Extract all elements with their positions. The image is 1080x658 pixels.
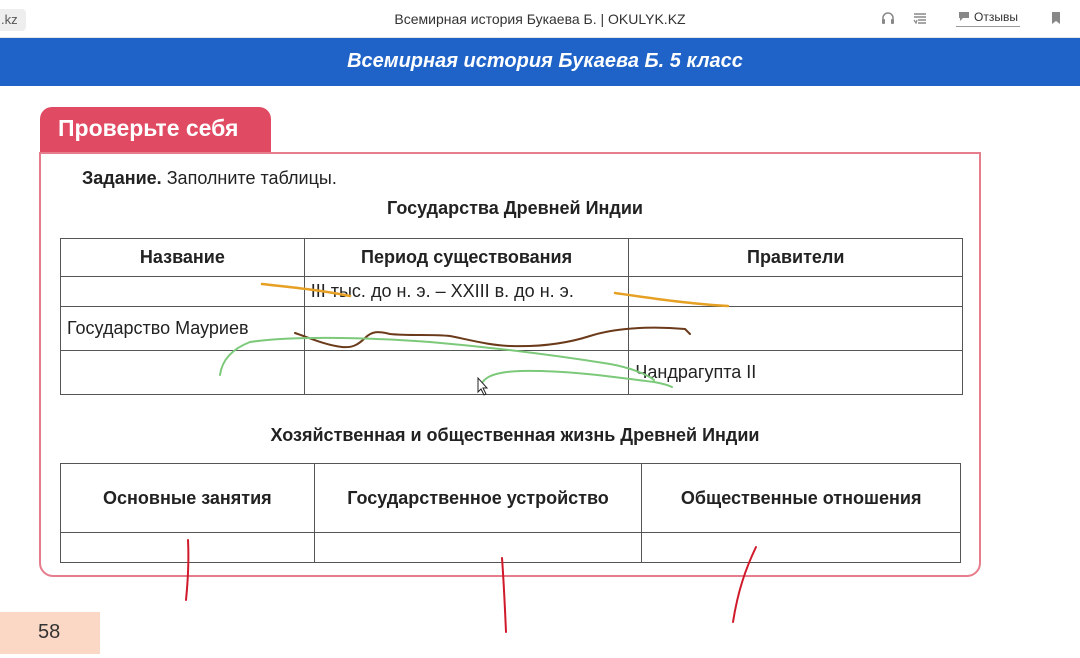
text-settings-icon[interactable] xyxy=(910,8,930,28)
column-header-government: Государственное устройство xyxy=(314,464,642,533)
column-header-social: Общественные отношения xyxy=(642,464,961,533)
browser-top-bar xyxy=(0,0,1080,38)
table-row xyxy=(61,277,963,307)
column-header-occupations: Основные занятия xyxy=(61,464,315,533)
table-header-row xyxy=(61,464,961,533)
column-header-period: Период существования xyxy=(304,239,629,277)
states-table xyxy=(60,238,963,395)
table-cell[interactable]: Государство Мауриев xyxy=(61,307,305,351)
table-row xyxy=(61,307,963,351)
table-cell[interactable] xyxy=(304,351,629,395)
table-cell[interactable] xyxy=(629,277,963,307)
table-row xyxy=(61,351,963,395)
table-cell[interactable] xyxy=(304,307,629,351)
table-cell[interactable] xyxy=(61,533,315,563)
page-number: 58 xyxy=(0,612,100,654)
table-cell[interactable] xyxy=(61,277,305,307)
task-text: Заполните таблицы. xyxy=(161,168,337,188)
top-toolbar xyxy=(878,8,1066,28)
document-title: Всемирная история Букаева Б. | OKULYK.KZ xyxy=(394,11,686,27)
table-row xyxy=(61,533,961,563)
task-label: Задание. xyxy=(82,168,162,188)
book-title: Всемирная история Букаева Б. 5 класс xyxy=(347,50,743,72)
column-header-rulers: Правители xyxy=(629,239,963,277)
section-tab: Проверьте себя xyxy=(40,107,271,153)
headphones-icon[interactable] xyxy=(878,8,898,28)
table-cell[interactable]: III тыс. до н. э. – XXIII в. до н. э. xyxy=(304,277,629,307)
bookmark-icon[interactable] xyxy=(1046,8,1066,28)
browser-tab-stub[interactable]: .kz xyxy=(0,9,26,31)
table-cell[interactable] xyxy=(61,351,305,395)
table-cell[interactable] xyxy=(629,307,963,351)
task-instruction xyxy=(82,168,337,189)
book-header xyxy=(0,38,1080,86)
comment-icon xyxy=(958,10,970,25)
table-header-row xyxy=(61,239,963,277)
table-cell[interactable] xyxy=(314,533,642,563)
table-cell[interactable] xyxy=(642,533,961,563)
table1-caption: Государства Древней Индии xyxy=(387,198,643,218)
feedback-label: Отзывы xyxy=(974,10,1018,24)
table-cell[interactable]: Чандрагупта II xyxy=(629,351,963,395)
feedback-button[interactable] xyxy=(956,10,1020,27)
economy-table xyxy=(60,463,961,563)
table2-caption: Хозяйственная и общественная жизнь Древней Индии xyxy=(270,425,760,445)
column-header-name: Название xyxy=(61,239,305,277)
